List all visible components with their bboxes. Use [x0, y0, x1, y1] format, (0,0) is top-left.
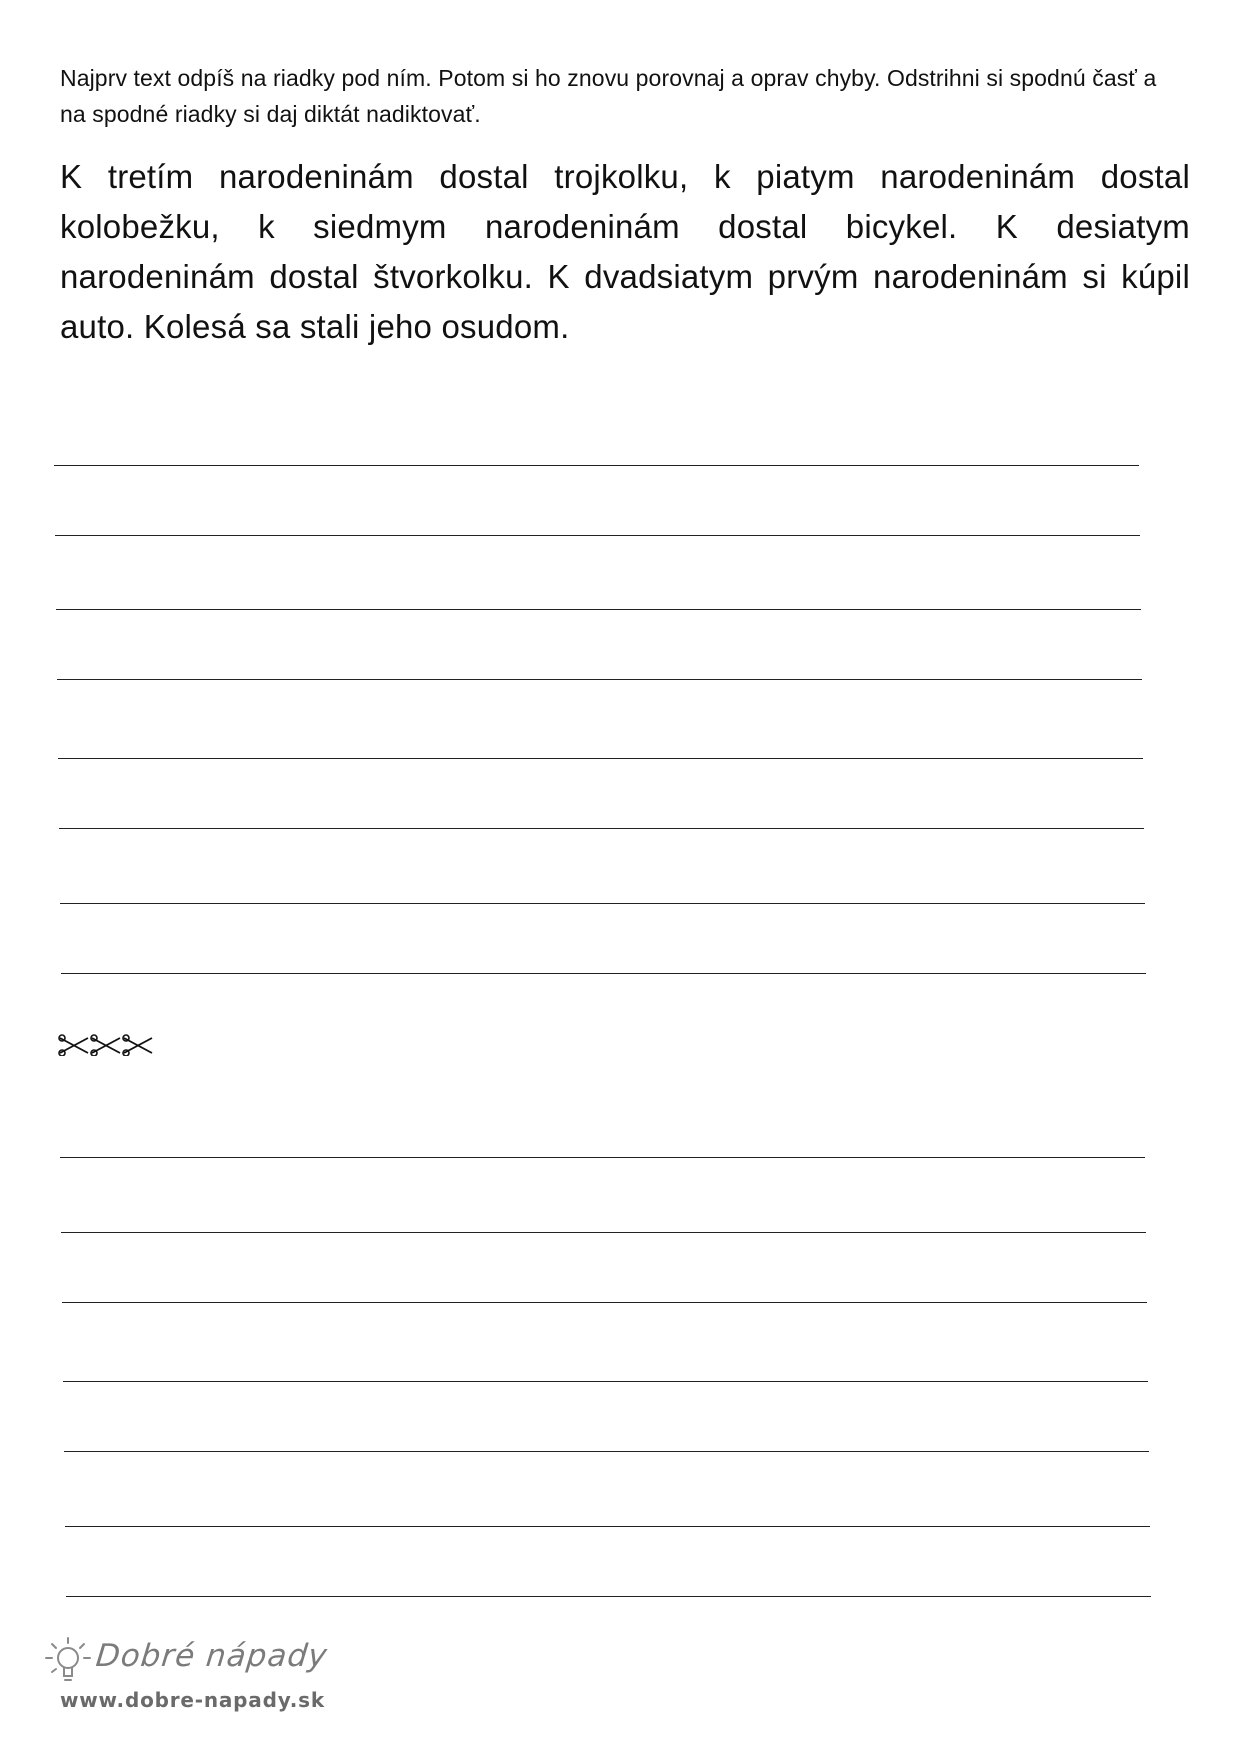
writing-line	[61, 973, 1146, 974]
dobre-napady-logo	[34, 1626, 334, 1736]
instructions-text: Najprv text odpíš na riadky pod ním. Potom si ho znovu porovnaj a oprav chyby. Odstrihni si spodnú časť a na spodné riadky si daj diktát nadiktovať.	[60, 65, 1157, 127]
writing-line	[57, 679, 1142, 680]
writing-line	[66, 1596, 1151, 1597]
scissors-icon	[58, 1034, 90, 1056]
writing-line	[54, 465, 1139, 466]
dictation-passage: K tretím narodeninám dostal trojkolku, k piatym narodeninám dostal kolobežku, k siedmym narodeninám dostal bicykel. K desiatym narodeninám dostal štvorkolku. K dvadsiatym prvým narodeninám si kúpil auto. Kolesá sa stali jeho osudom.	[60, 158, 1190, 345]
writing-line	[55, 535, 1140, 536]
website-url: www.dobre-napady.sk	[60, 1688, 325, 1712]
lightbulb-icon	[34, 1626, 104, 1696]
logo-wordmark: Dobré nápady	[94, 1638, 330, 1674]
scissors-icon	[122, 1034, 154, 1056]
writing-line	[60, 903, 1145, 904]
writing-line	[56, 609, 1141, 610]
writing-line	[62, 1302, 1147, 1303]
writing-line	[64, 1451, 1149, 1452]
scissors-icon	[90, 1034, 122, 1056]
writing-line	[60, 1157, 1145, 1158]
scissors-cut-marker	[58, 1034, 154, 1056]
writing-line	[63, 1381, 1148, 1382]
writing-line	[65, 1526, 1150, 1527]
writing-line	[59, 828, 1144, 829]
writing-line	[58, 758, 1143, 759]
writing-line	[61, 1232, 1146, 1233]
